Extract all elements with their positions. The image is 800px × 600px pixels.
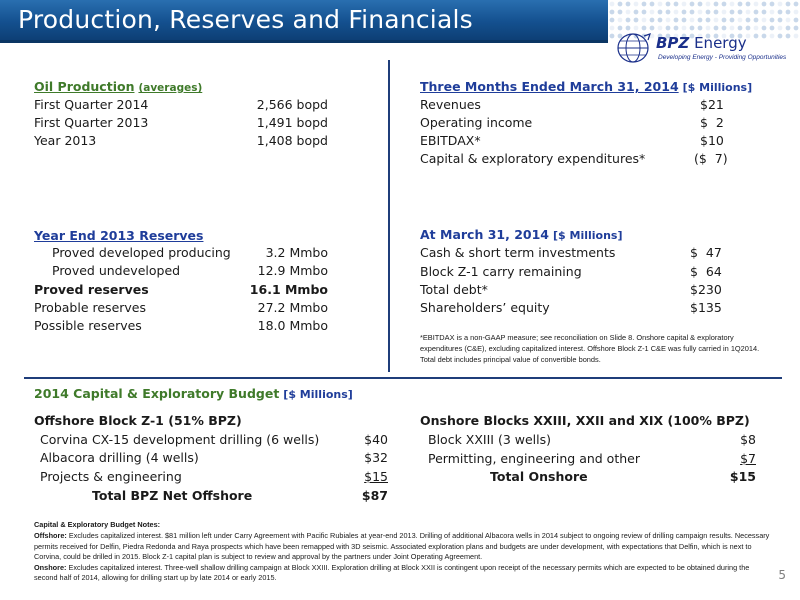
budget-heading: 2014 Capital & Exploratory Budget [$ Millions] [34,386,353,401]
balance-row-label: Block Z-1 carry remaining [420,264,582,279]
balance-row-label: Cash & short term investments [420,245,616,260]
reserves-row-value: 27.2 Mmbo [257,300,328,315]
balance-row-value: $ 64 [690,264,722,279]
reserves-row-label: Possible reserves [34,318,142,333]
oil-row-value: 2,566 bopd [256,97,328,112]
onshore-row-label: Block XXIII (3 wells) [428,432,551,447]
offshore-total-value: $87 [361,488,388,503]
income-row-value: $10 [700,133,724,148]
income-row-label: Operating income [420,115,533,130]
balance-row-value: $230 [690,282,722,297]
oil-row-label: Year 2013 [34,133,97,148]
balance-row-value: $135 [690,300,722,315]
offshore-total-label: Total BPZ Net Offshore [92,488,253,503]
reserves-row-label: Probable reserves [34,300,146,315]
ebitdax-footnote: *EBITDAX is a non-GAAP measure; see reconciliation on Slide 8. Onshore capital & exploratory expenditures (C&E), excluding capitalized interest. Offshore Block Z-1 C&E was fully carried in 1Q2014. Total debt includes principal value of convertible bonds. [420,333,760,364]
onshore-heading: Onshore Blocks XXIII, XXII and XIX (100% BPZ) [420,413,750,428]
balance-row-value: $ 47 [690,245,722,260]
offshore-row-label: Corvina CX-15 development drilling (6 wells) [40,432,320,447]
reserves-heading: Year End 2013 Reserves [34,228,204,243]
title-banner [0,0,608,43]
oil-row-label: First Quarter 2013 [34,115,149,130]
horizontal-divider [24,377,782,379]
income-row-label: EBITDAX* [420,133,481,148]
reserves-row-value: 3.2 Mmbo [265,245,328,260]
offshore-row-value: $15 [364,469,388,484]
onshore-total-value: $15 [729,469,756,484]
income-row-label: Capital & exploratory expenditures* [420,151,646,166]
three-months-heading: Three Months Ended March 31, 2014 [$ Millions] [420,79,753,94]
reserves-row-value: 18.0 Mmbo [257,318,328,333]
reserves-row-value: 12.9 Mmbo [257,263,328,278]
oil-row-value: 1,408 bopd [256,133,328,148]
onshore-note: Onshore: Excludes capitalized interest. Three-well shallow drilling campaign at Block XXIII. Exploration drilling at Block XXII is contingent upon receipt of the necessary permits which are expected to be obtained during the second half of 2014, allowing for drilling start up by late 2014 or early 2015. [34,563,750,583]
reserves-row-label: Proved reserves [34,282,149,297]
notes-heading: Capital & Exploratory Budget Notes: [34,520,161,529]
onshore-row-value: $8 [740,432,756,447]
reserves-row-label: Proved undeveloped [52,263,181,278]
income-row-label: Revenues [420,97,481,112]
oil-production-heading: Oil Production (averages) [34,79,203,94]
page-number: 5 [778,568,786,582]
offshore-row-value: $32 [364,450,388,465]
balance-row-label: Shareholders’ equity [420,300,550,315]
onshore-row-label: Permitting, engineering and other [428,451,640,466]
reserves-row-value: 16.1 Mmbo [249,282,328,297]
budget-notes [34,520,774,585]
offshore-heading: Offshore Block Z-1 (51% BPZ) [34,413,242,428]
reserves-row-label: Proved developed producing [52,245,231,260]
logo-wordmark: BPZ Energy [656,34,747,52]
company-logo [616,30,796,66]
page-title: Production, Reserves and Financials [18,5,473,34]
oil-row-value: 1,491 bopd [256,115,328,130]
vertical-divider [388,60,390,372]
onshore-total-label: Total Onshore [490,469,588,484]
oil-row-label: First Quarter 2014 [34,97,149,112]
logo-tagline: Developing Energy - Providing Opportunities [658,54,787,61]
offshore-row-label: Albacora drilling (4 wells) [40,450,199,465]
onshore-row-value: $7 [740,451,756,466]
balance-heading: At March 31, 2014 [$ Millions] [420,227,623,242]
income-row-value: $21 [700,97,724,112]
income-row-value: $ 2 [700,115,724,130]
globe-icon [616,32,652,64]
offshore-note: Offshore: Excludes capitalized interest. $81 million left under Carry Agreement with Pacific Rubiales at year-end 2013. Drilling of additional Albacora wells in 2014 subject to ongoing review of drilling campaign results. Necessary permits received for Delfin, Piedra Redonda and Raya prospects which have been remapped with 3D seismic. Associated exploration plans and budgets are under development, with expectations that Delfin, which is next to Corvina, could be drilled in 2015. Block Z-1 capital plan is subject to review and approval by the partners under Joint Operating Agreement. [34,531,770,561]
balance-row-label: Total debt* [420,282,488,297]
offshore-row-label: Projects & engineering [40,469,182,484]
offshore-row-value: $40 [364,432,388,447]
income-row-value: ($ 7) [694,151,728,166]
